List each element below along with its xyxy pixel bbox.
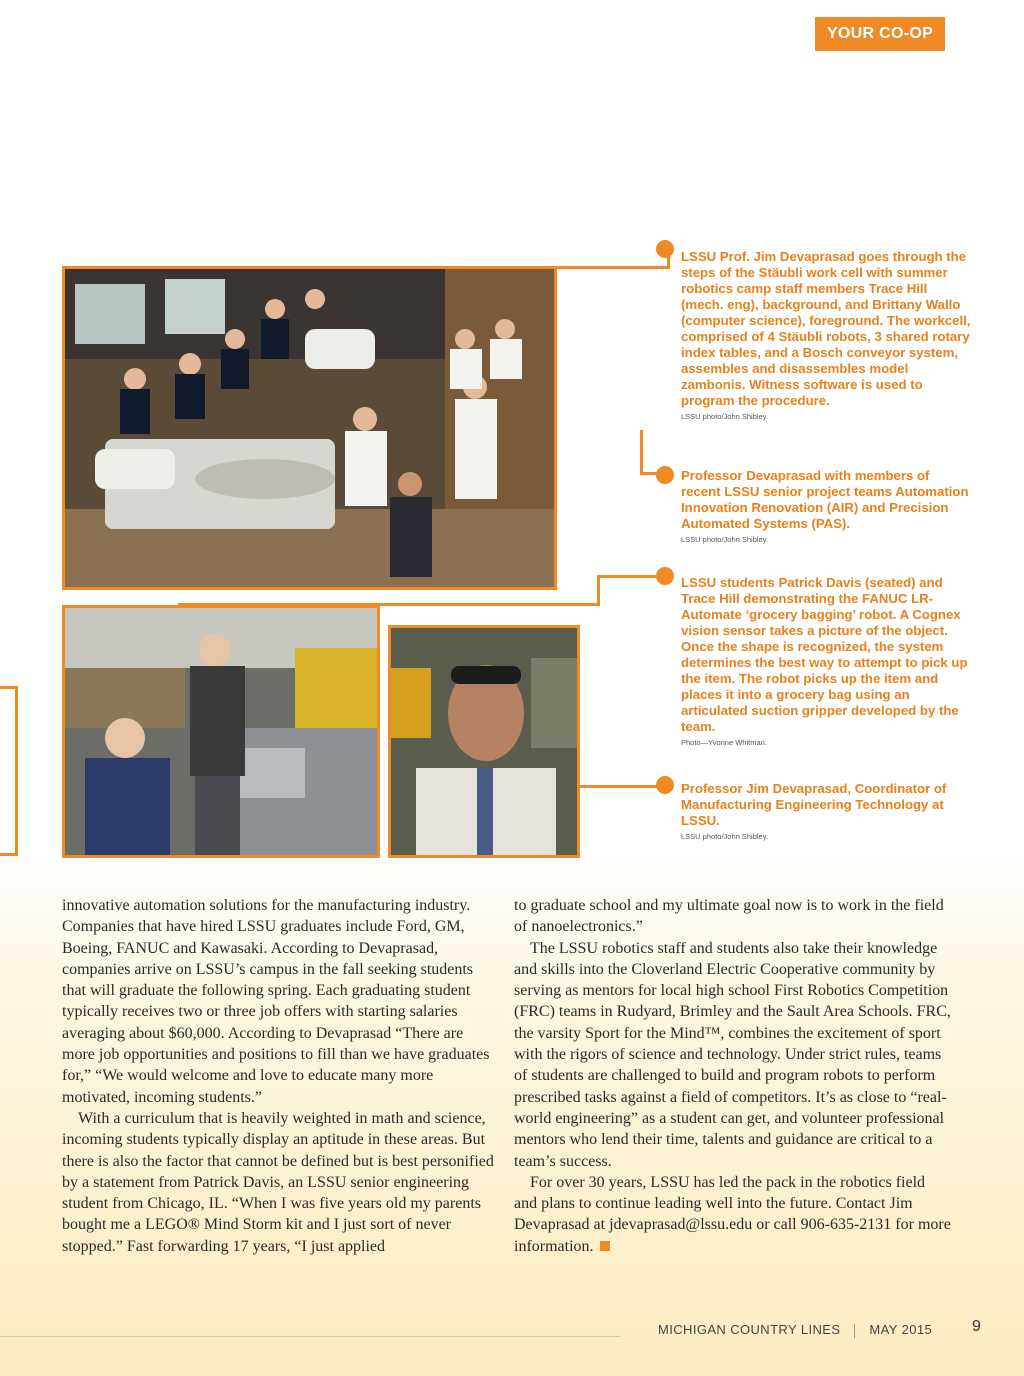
caption-fanuc (681, 575, 971, 748)
caption-workcell-text: LSSU Prof. Jim Devaprasad goes through the steps of the Stäubli work cell with summer robotics camp staff members Trace Hill (mech. eng), background, and Brittany Wallo (computer science), foreground. The workcell, comprised of 4 Stäubli robots, 3 shared rotary index tables, and a Bosch conveyor system, assembles and disassembles model zambonis. Witness software is used to program the procedure. (681, 249, 971, 408)
caption-workcell-credit: LSSU photo/John Shibley. (681, 412, 769, 421)
caption-1-dot (656, 240, 674, 258)
connector-line-2a (640, 430, 643, 475)
caption-professor-text: Professor Jim Devaprasad, Coordinator of Manufacturing Engineering Technology at LSSU. (681, 781, 947, 828)
caption-3-dot (656, 567, 674, 585)
connector-line-5b (577, 785, 667, 788)
caption-fanuc-text: LSSU students Patrick Davis (seated) and Trace Hill demonstrating the FANUC LR-Automate ‘grocery bagging’ robot. A Cognex vision sensor takes a picture of the object. Once the shape is recognized, the system determines the best way to attempt to pick up the item. The robot picks up the item and places it into a grocery bag using an articulated suction gripper developed by the team. (681, 575, 968, 734)
article-paragraph: to graduate school and my ultimate goal now is to work in the field of nanoelectronics.” (514, 897, 944, 936)
page-number: 9 (972, 1318, 981, 1335)
end-mark-icon (600, 1241, 610, 1251)
professor-portrait-photo (391, 628, 577, 855)
article-paragraph: With a curriculum that is heavily weighted in math and science, incoming students typically display an aptitude in these areas. But there is also the factor that cannot be defined but is best personified by a statement from Patrick Davis, an LSSU senior engineering student from Chicago, IL. “When I was five years old my parents bought me a LEGO® Mind Storm kit and I just sort of never stopped.” Fast forwarding 17 years, “I just applied (62, 1109, 494, 1255)
caption-professor-credit: LSSU photo/John Shibley. (681, 832, 769, 841)
article-right-column (514, 895, 952, 1257)
footer (658, 1322, 932, 1338)
caption-4-dot (656, 776, 674, 794)
footer-separator (854, 1324, 855, 1338)
workcell-group-photo (65, 269, 554, 587)
fanuc-students-photo (65, 608, 377, 855)
connector-line-4b (15, 686, 18, 856)
caption-project-teams-text: Professor Devaprasad with members of recent LSSU senior project teams Automation Innovation Renovation (AIR) and Precision Automated Systems (PAS). (681, 468, 969, 531)
footer-issue: MAY 2015 (869, 1322, 933, 1337)
article-paragraph: innovative automation solutions for the manufacturing industry. Companies that have hired LSSU graduates include Ford, GM, Boeing, FANUC and Kawasaki. According to Devaprasad, companies arrive on LSSU’s campus in the fall seeking students that will graduate the following spring. Each graduating student typically receives two or three job offers with starting salaries averaging about $60,000. According to Devaprasad “There are more job opportunities and positions to fill than we have graduates for,” “We would welcome and love to educate many more motivated, incoming students.” (62, 897, 490, 1106)
caption-professor (681, 781, 971, 842)
article-left-column (62, 895, 498, 1257)
article-paragraph-text: For over 30 years, LSSU has led the pack in the robotics field and plans to continue leading well into the future. Contact Jim Devaprasad at jdevaprasad@lssu.edu or call 906-635-2131 for more information. (514, 1173, 951, 1255)
caption-workcell (681, 249, 971, 422)
article-paragraph: The LSSU robotics staff and students also take their knowledge and skills into the Cloverland Electric Cooperative community by serving as mentors for local high school First Robotics Competition (FRC) teams in Rudyard, Brimley and the Sault Area Schools. FRC, the varsity Sport for the Mind™, combines the excitement of sport with the rigors of science and technology. Under strict rules, teams of students are challenged to build and program robots to perform prescribed tasks against a field of competitors. It’s as close to “real-world engineering” as a student can get, and volunteer professional mentors who lend their time, talents and guidance are critical to a team’s success. (514, 939, 951, 1170)
footer-publication: MICHIGAN COUNTRY LINES (658, 1322, 841, 1337)
caption-project-teams-credit: LSSU photo/John Shibley. (681, 535, 769, 544)
caption-fanuc-credit: Photo—Yvonne Whitman. (681, 738, 767, 747)
connector-line-4c (0, 853, 18, 856)
caption-project-teams (681, 468, 971, 545)
caption-2-dot (656, 466, 674, 484)
article-paragraph-last (514, 1172, 952, 1257)
section-tag: YOUR CO-OP (815, 17, 945, 51)
footer-rule (0, 1336, 620, 1337)
connector-line-3b (597, 575, 600, 605)
